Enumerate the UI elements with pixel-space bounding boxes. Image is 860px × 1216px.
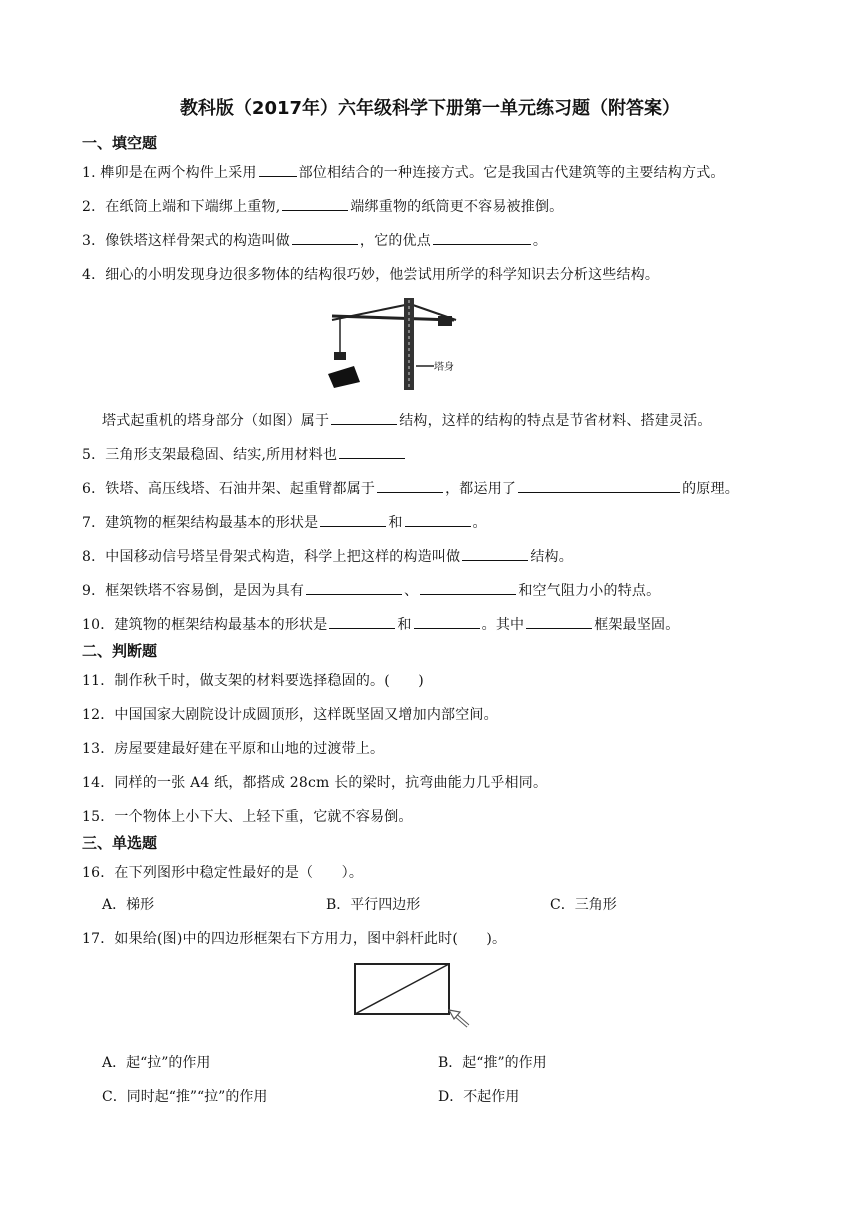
question-7 [82,512,487,532]
question-3-text-a: 3．像铁塔这样骨架式的构造叫做 [82,233,290,249]
question-7-text-b: 和 [388,515,403,531]
question-2 [82,196,563,216]
section-choice-heading: 三、单选题 [82,834,158,852]
question-7-text-a: 7．建筑物的框架结构最基本的形状是 [82,515,319,531]
answer-blank[interactable] [518,478,680,493]
question-4-text-a: 4．细心的小明发现身边很多物体的结构很巧妙，他尝试用所学的科学知识去分析这些结构。 [82,267,660,283]
question-6 [82,478,739,498]
question-8-text-b: 结构。 [530,549,573,565]
question-16: 16．在下列图形中稳定性最好的是（ ）。 [82,865,364,881]
answer-blank[interactable] [420,580,516,595]
page-title: 教科版（2017年）六年级科学下册第一单元练习题（附答案） [179,98,681,119]
question-10-text-c: 。其中 [481,617,525,633]
question-10 [82,614,679,634]
question-5 [82,444,407,464]
question-4 [82,264,659,284]
q17-option-d[interactable]: D．不起作用 [438,1089,520,1105]
answer-blank[interactable] [414,614,480,629]
section-fill-heading: 一、填空题 [82,134,158,152]
question-12: 12．中国国家大剧院设计成圆顶形，这样既坚固又增加内部空间。 [82,707,498,723]
question-7-text-c: 。 [472,515,487,531]
q17-option-a[interactable]: A．起“拉”的作用 [102,1055,211,1071]
answer-blank[interactable] [377,478,443,493]
question-3-text-c: 。 [532,233,548,249]
answer-blank[interactable] [462,546,528,561]
question-15: 15．一个物体上小下大、上轻下重，它就不容易倒。 [82,809,413,825]
question-6-text-a: 6．铁塔、高压线塔、石油井架、起重臂都属于 [82,481,376,497]
quadrilateral-frame-figure [350,958,480,1034]
answer-blank[interactable] [329,614,395,629]
question-3 [82,230,547,250]
tower-crane-figure [326,294,476,394]
answer-blank[interactable] [433,230,531,245]
question-6-text-b: ，都运用了 [445,481,517,497]
question-9-text-a: 9．框架铁塔不容易倒，是因为具有 [82,583,305,599]
answer-blank[interactable] [320,512,386,527]
crane-label: 塔身 [434,362,454,373]
question-1-text-b: 部位相结合的一种连接方式。它是我国古代建筑等的主要结构方式。 [298,165,725,181]
question-9-text-c: 和空气阻力小的特点。 [518,583,661,599]
q16-option-c[interactable]: C．三角形 [550,897,617,913]
q17-option-c[interactable]: C．同时起“推”“拉”的作用 [102,1089,268,1105]
question-8-text-a: 8．中国移动信号塔呈骨架式构造，科学上把这样的构造叫做 [82,549,461,565]
question-9-text-b: 、 [404,583,419,599]
answer-blank[interactable] [306,580,402,595]
question-11: 11．制作秋千时，做支架的材料要选择稳固的。( ) [82,673,424,689]
question-1 [82,162,725,182]
question-14: 14．同样的一张 A4 纸，都搭成 28cm 长的梁时，抗弯曲能力几乎相同。 [82,775,548,791]
question-6-text-c: 的原理。 [682,481,739,497]
answer-blank[interactable] [526,614,592,629]
question-1-text-a: 1. 榫卯是在两个构件上采用 [82,165,257,181]
answer-blank[interactable] [339,444,405,459]
question-2-text-a: 2．在纸筒上端和下端绑上重物, [82,199,281,215]
q16-option-b[interactable]: B．平行四边形 [326,897,421,913]
question-17: 17．如果给(图)中的四边形框架右下方用力，图中斜杆此时( )。 [82,931,507,947]
answer-blank[interactable] [282,196,348,211]
section-judge-heading: 二、判断题 [82,642,158,660]
question-10-text-a: 10．建筑物的框架结构最基本的形状是 [82,617,328,633]
question-8 [82,546,573,566]
question-4-sub [102,410,712,430]
question-10-text-d: 框架最坚固。 [594,617,680,633]
question-2-text-b: 端绑重物的纸筒更不容易被推倒。 [350,199,564,215]
question-13: 13．房屋要建最好建在平原和山地的过渡带上。 [82,741,385,757]
q17-option-b[interactable]: B．起“推”的作用 [438,1055,547,1071]
question-5-text-a: 5．三角形支架最稳固、结实,所用材料也 [82,447,338,463]
q16-option-a[interactable]: A．梯形 [102,897,155,913]
question-3-text-b: ，它的优点 [359,233,431,249]
answer-blank[interactable] [259,162,297,177]
question-9 [82,580,660,600]
question-4-sub-text-a: 塔式起重机的塔身部分（如图）属于 [102,413,330,429]
question-10-text-b: 和 [397,617,412,633]
answer-blank[interactable] [292,230,358,245]
answer-blank[interactable] [405,512,471,527]
answer-blank[interactable] [331,410,397,425]
question-4-sub-text-b: 结构，这样的结构的特点是节省材料、搭建灵活。 [399,413,712,429]
